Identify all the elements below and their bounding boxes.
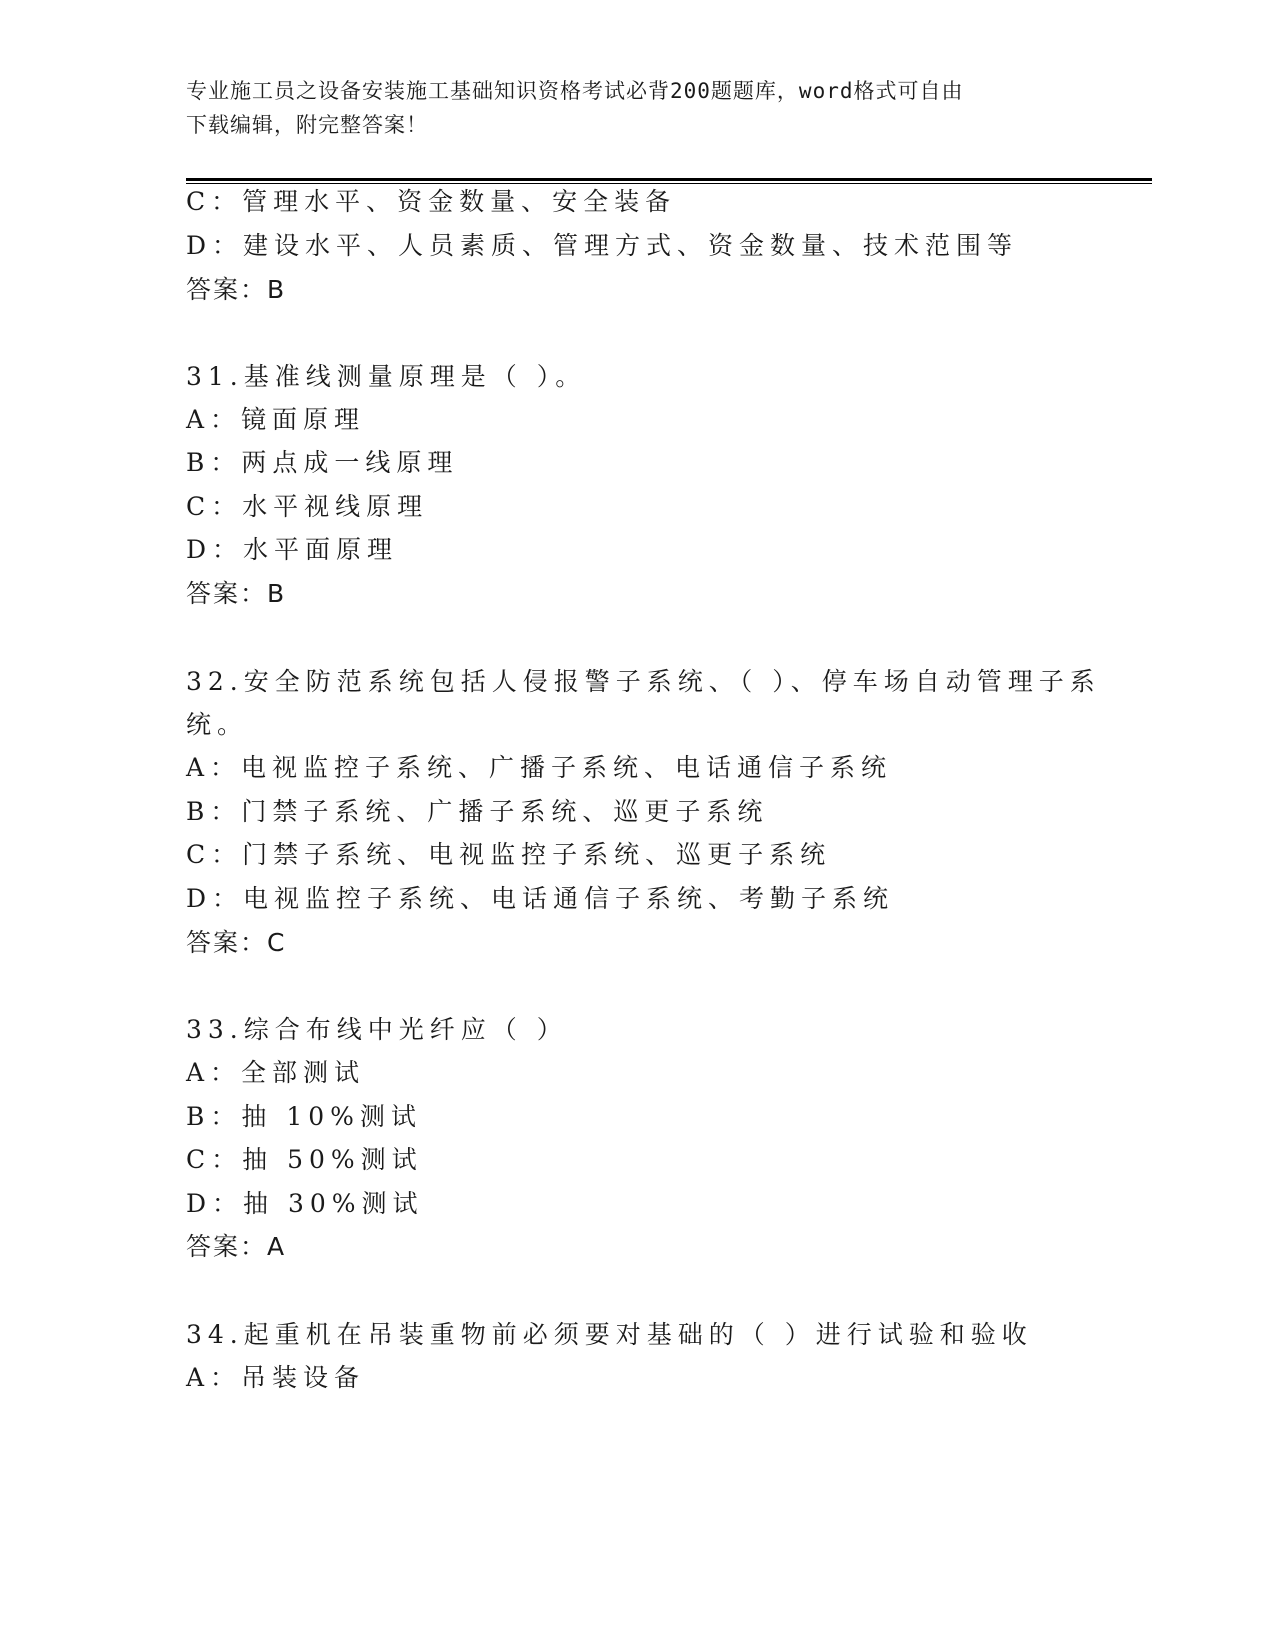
document-header: [186, 74, 1066, 142]
q34-option-a: A：吊装设备: [186, 1363, 366, 1392]
q33-option-c: C：抽 50%测试: [186, 1145, 423, 1174]
q31-option-a: A：镜面原理: [186, 405, 366, 434]
q33-question: 33.综合布线中光纤应（ ）: [186, 1015, 568, 1044]
q31-question: 31.基准线测量原理是（ ）。: [186, 362, 587, 391]
q33-option-b: B：抽 10%测试: [186, 1102, 422, 1131]
q32-question-line-2: 统。: [186, 710, 249, 739]
q32-answer: 答案：C: [186, 928, 287, 957]
q31-option-b: B：两点成一线原理: [186, 448, 459, 477]
header-rule-thin: [186, 183, 1152, 184]
q31-option-d: D：水平面原理: [186, 535, 399, 564]
prev-answer: 答案：B: [186, 275, 287, 304]
header-title-line-2: 下载编辑，附完整答案！: [186, 113, 428, 137]
prev-option-c: C：管理水平、资金数量、安全装备: [186, 187, 677, 216]
prev-option-d: D：建设水平、人员素质、管理方式、资金数量、技术范围等: [186, 231, 1019, 260]
q34-question: 34.起重机在吊装重物前必须要对基础的（ ）进行试验和验收: [186, 1320, 1033, 1349]
q32-question-line-1: 32.安全防范系统包括人侵报警子系统、（ ）、停车场自动管理子系: [186, 667, 1101, 696]
q32-option-d: D：电视监控子系统、电话通信子系统、考勤子系统: [186, 884, 895, 913]
q33-option-a: A：全部测试: [186, 1058, 366, 1087]
document-page: [186, 0, 1156, 1650]
q32-option-c: C：门禁子系统、电视监控子系统、巡更子系统: [186, 840, 832, 869]
q33-answer: 答案：A: [186, 1232, 287, 1261]
header-rule-thick: [186, 178, 1152, 181]
header-title-line-1: 专业施工员之设备安装施工基础知识资格考试必背200题题库，word格式可自由: [186, 79, 964, 103]
q31-answer: 答案：B: [186, 579, 287, 608]
q32-option-b: B：门禁子系统、广播子系统、巡更子系统: [186, 797, 769, 826]
q33-option-d: D：抽 30%测试: [186, 1189, 424, 1218]
q31-option-c: C：水平视线原理: [186, 492, 429, 521]
q32-option-a: A：电视监控子系统、广播子系统、电话通信子系统: [186, 753, 893, 782]
